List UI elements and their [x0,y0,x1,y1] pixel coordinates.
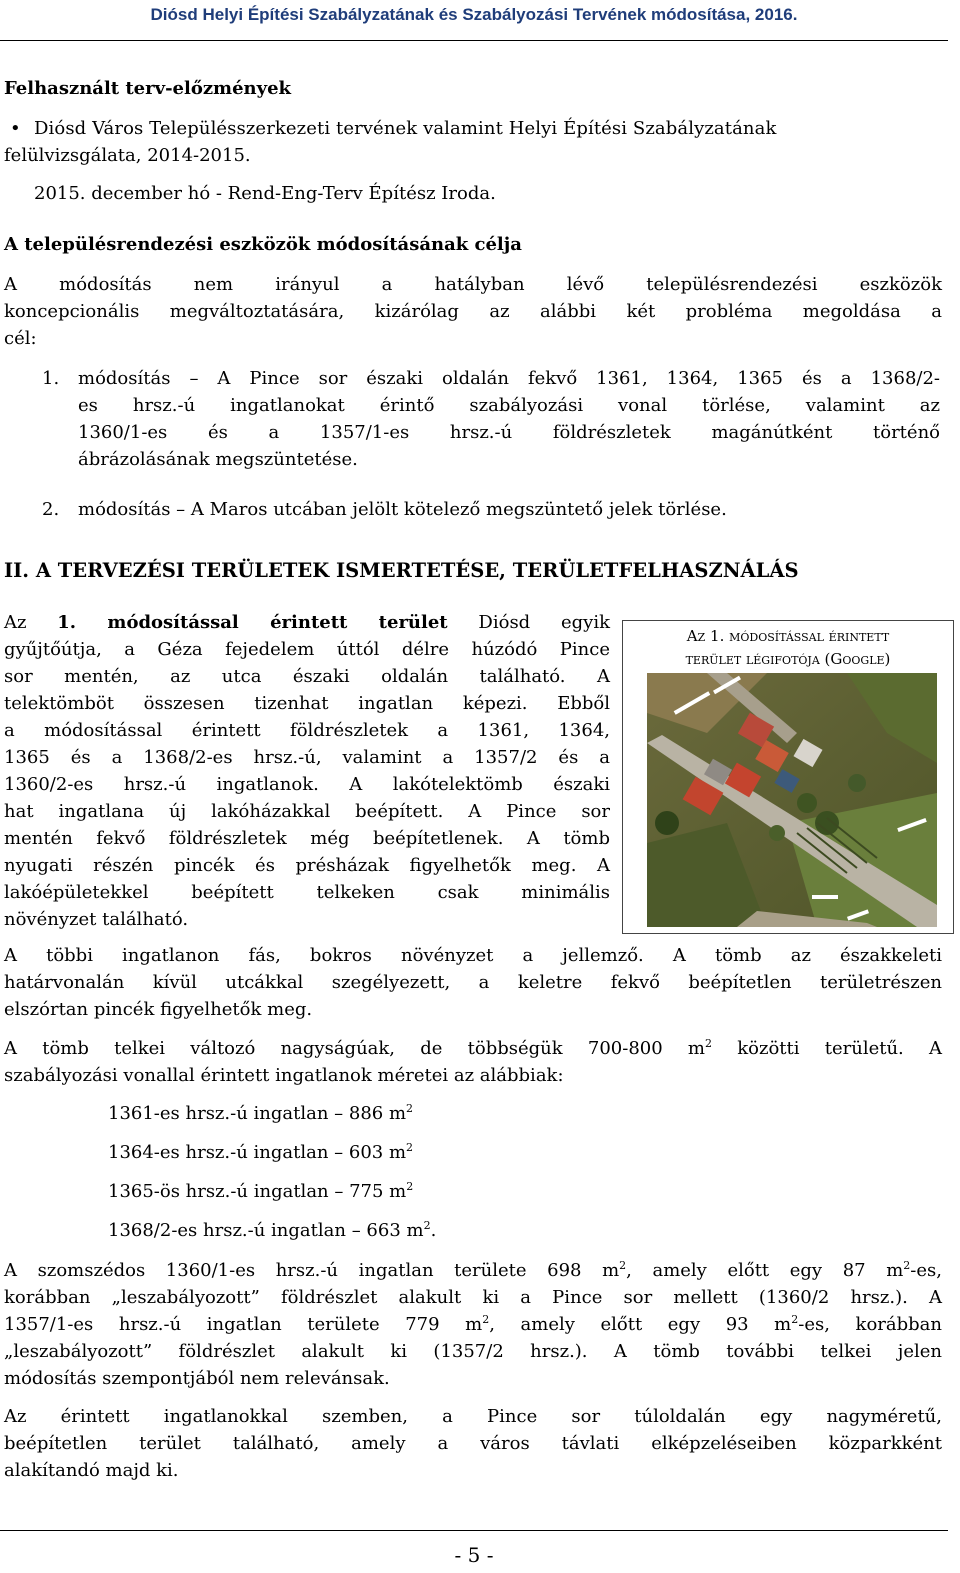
aerial-photo-image [647,673,937,927]
list-item: 1364-es hrsz.-ú ingatlan – 603 $m^2$ [108,1141,414,1163]
area-paragraph-4: A szomszédos 1360/1-es hrsz.-ú ingatlan területe 698 $m^2$, amely előtt egy 87 $m^2-es$, korábban „leszabályozott” földrészlet alakult ki a Pince sor mellett (1360/2 hrsz.). A 1357/1-es hrsz.-ú ingatlan területe 779 $m^2$, amely előtt egy 93 $m^2-es$, korábban „leszabályozott” földrészlet alakult ki (1357/2 hrsz.). A tömb további telkei jelen módosítás szempontjából nem relevánsak. [4,1259,942,1389]
area-paragraph-5: Az érintett ingatlanokkal szemben, a Pince sor túloldalán egy nagyméretű, beépítetlen terület található, amely a város távlati elképzeléseiben közparkként alakítandó majd ki. [4,1406,942,1481]
list-number: 1. [42,368,60,389]
list-number: 2. [42,499,60,520]
list-item: módosítás – A Pince sor északi oldalán fekvő 1361, 1364, 1365 és a 1368/2- es hrsz.-ú ingatlanokat érintő szabályozási vonal törlése, valamint az 1360/1-es és a 1357/1-es hrsz.-ú földrészletek magánútként történő ábrázolásának megszüntetése. [78,368,940,470]
area-paragraph-1: Az 1. módosítással érintett terület Diósd egyik gyűjtőútja, a Géza fejedelem úttól délre húzódó Pince sor mentén, az utca északi oldalán található. A telektömböt összesen tizenhat ingatlan képezi. Ebből a módosítással érintett földrészletek a 1361, 1364, 1365 és a 1368/2-es hrsz.-ú, valamint a 1357/2 és a 1360/2-es hrsz.-ú ingatlanok. A lakótelektömb északi hat ingatlana új lakóházakkal beépített. A Pince sor mentén fekvő földrészletek még beépítetlenek. A tömb nyugati részén pincék és présházak figyelhetők meg. A lakóépületekkel beépített telkeken csak minimális növényzet található. [4,612,610,930]
list-item: módosítás – A Maros utcában jelölt kötelező megszüntető jelek törlése. [78,499,727,520]
bullet-icon: • [10,118,21,139]
bullet-item [4,115,944,169]
section-heading-goal: A településrendezési eszközök módosításának célja [4,234,522,255]
running-header [0,0,948,41]
bullet-continuation: 2015. december hó - Rend-Eng-Terv Építész Iroda. [34,183,496,204]
header-title: Diósd Helyi Építési Szabályzatának és Szabályozási Tervének módosítása, 2016. [150,5,798,24]
section-heading-previous-plans: Felhasznált terv-előzmények [4,78,292,99]
size-list [108,1100,436,1256]
area-paragraph-3: A tömb telkei változó nagyságúak, de többségük 700-800 $m^2$ közötti területű. A szabályozási vonallal érintett ingatlanok méretei az alábbiak: [4,1037,943,1086]
section-heading-areas: II. A TERVEZÉSI TERÜLETEK ISMERTETÉSE, TERÜLETFELHASZNÁLÁS [4,559,799,582]
bullet-text-line: felülvizsgálata, 2014-2015. [4,145,251,166]
aerial-figure [622,620,954,934]
list-item: 1365-ös hrsz.-ú ingatlan – 775 $m^2$ [108,1180,414,1202]
list-item: 1361-es hrsz.-ú ingatlan – 886 $m^2$ [108,1102,414,1124]
page-number: - 5 - [454,1543,494,1567]
bullet-text-line: Diósd Város Településszerkezeti tervének valamint Helyi Építési Szabályzatának [34,118,777,139]
figure-caption: Az 1. módosítással érintett terület légifotója (Google) [685,627,891,668]
footer-rule [0,1530,948,1531]
goal-paragraph: A módosítás nem irányul a hatályban lévő településrendezési eszközök koncepcionális megváltoztatására, kizárólag az alábbi két probléma megoldása a cél: [4,274,942,349]
list-item: 1368/2-es hrsz.-ú ingatlan – 663 $m^2$. [108,1219,437,1241]
area-paragraph-2: A többi ingatlanon fás, bokros növényzet a jellemző. A tömb az északkeleti határvonalán kívül utcákkal szegélyezett, a keletre fekvő beépítetlen területrészen elszórtan pincék figyelhetők meg. [4,945,942,1020]
